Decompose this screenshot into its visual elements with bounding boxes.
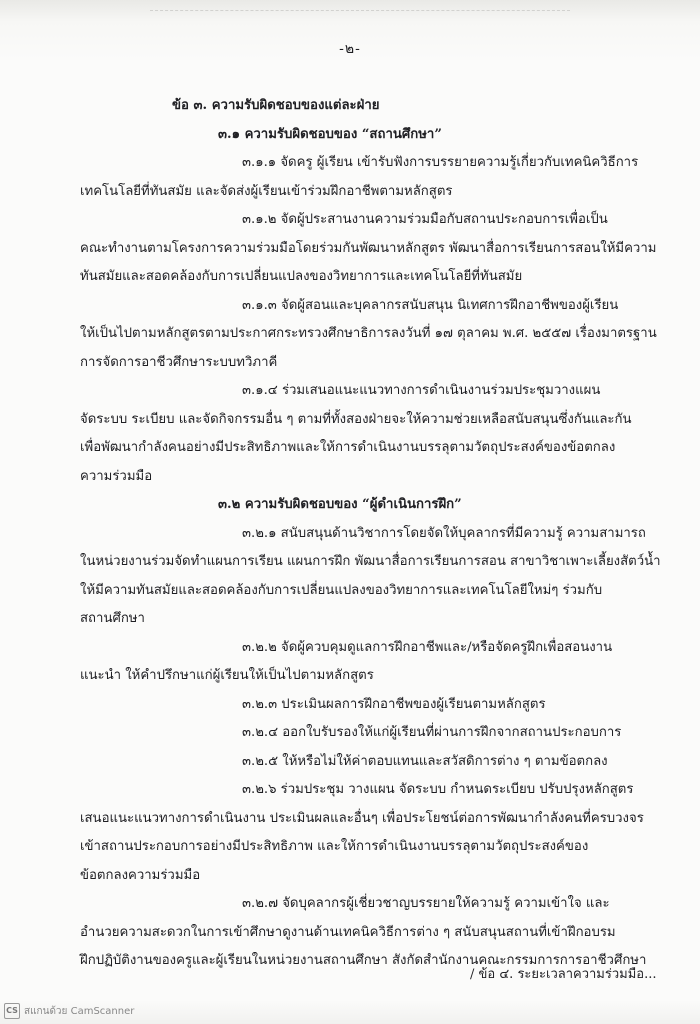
paragraph-line: จัดระบบ ระเบียบ และจัดกิจกรรมอื่น ๆ ตามที่ทั้งสองฝ่ายจะให้ความช่วยเหลือสนับสนุนซึ่งกันและกัน	[80, 411, 632, 427]
paragraph-line: ๓.๑.๑ จัดครู ผู้เรียน เข้ารับฟังการบรรยายความรู้เกี่ยวกับเทคนิควิธีการ	[242, 155, 639, 170]
paragraph-line: ๓.๒.๒ จัดผู้ควบคุมดูแลการฝึกอาชีพและ/หรือจัดครูฝึกเพื่อสอนงาน	[242, 639, 613, 655]
paragraph-line: อำนวยความสะดวกในการเข้าศึกษาดูงานด้านเทคนิควิธีการต่าง ๆ สนับสนุนสถานที่เข้าฝึกอบรม	[80, 924, 616, 940]
paragraph-line: ๓.๑.๔ ร่วมเสนอแนะแนวทางการดำเนินงานร่วมประชุมวางแผน	[242, 383, 601, 398]
paragraph-line: เสนอแนะแนวทางการดำเนินงาน ประเมินผลและอื่นๆ เพื่อประโยชน์ต่อการพัฒนากำลังคนที่ครบวงจร	[80, 810, 644, 826]
paragraph-line: ๓.๒.๕ ให้หรือไม่ให้ค่าตอบแทนและสวัสดิการต่าง ๆ ตามข้อตกลง	[242, 753, 608, 769]
paragraph-line: ฝึกปฏิบัติงานของครูและผู้เรียนในหน่วยงานสถานศึกษา สังกัดสำนักงานคณะกรรมการการอาชีวศึกษา	[80, 953, 647, 968]
sub-heading-trainer: ๓.๒ ความรับผิดชอบของ “ผู้ดำเนินการฝึก”	[218, 497, 462, 512]
page-number: -๒-	[339, 41, 361, 57]
paragraph-line: ๓.๒.๓ ประเมินผลการฝึกอาชีพของผู้เรียนตามหลักสูตร	[242, 696, 546, 712]
paragraph-line: ๓.๑.๓ จัดผู้สอนและบุคลากรสนับสนุน นิเทศการฝึกอาชีพของผู้เรียน	[242, 297, 619, 313]
paragraph-line: ๓.๒.๗ จัดบุคลากรผู้เชี่ยวชาญบรรยายให้ความรู้ ความเข้าใจ และ	[242, 896, 610, 911]
paragraph-line: ให้เป็นไปตามหลักสูตรตามประกาศกระทรวงศึกษาธิการลงวันที่ ๑๗ ตุลาคม พ.ศ. ๒๕๕๗ เรื่องมาตรฐาน	[80, 326, 657, 341]
camscanner-logo-icon: CS	[4, 1003, 20, 1019]
scanner-watermark	[4, 1003, 134, 1019]
paragraph-line: ๓.๒.๖ ร่วมประชุม วางแผน จัดระบบ กำหนดระเบียบ ปรับปรุงหลักสูตร	[242, 782, 634, 797]
paragraph-line: ให้มีความทันสมัยและสอดคล้องกับการเปลี่ยนแปลงของวิทยาการและเทคโนโลยีใหม่ๆ ร่วมกับ	[80, 582, 603, 598]
paragraph-line: เพื่อพัฒนากำลังคนอย่างมีประสิทธิภาพและให้การดำเนินงานบรรลุตามวัตถุประสงค์ของข้อตกลง	[80, 440, 616, 455]
paragraph-line: ทันสมัยและสอดคล้องกับการเปลี่ยนแปลงของวิทยาการและเทคโนโลยีที่ทันสมัย	[80, 269, 523, 284]
scan-edge	[150, 0, 570, 11]
paragraph-line: เทคโนโลยีที่ทันสมัย และจัดส่งผู้เรียนเข้าร่วมฝึกอาชีพตามหลักสูตร	[80, 183, 453, 199]
paragraph-line: ๓.๒.๔ ออกใบรับรองให้แก่ผู้เรียนที่ผ่านการฝึกจากสถานประกอบการ	[242, 725, 622, 740]
paragraph-line: เข้าสถานประกอบการอย่างมีประสิทธิภาพ และให้การดำเนินงานบรรลุตามวัตถุประสงค์ของ	[80, 839, 589, 854]
scanner-watermark-text: สแกนด้วย CamScanner	[24, 1005, 135, 1017]
paragraph-line: แนะนำ ให้คำปรึกษาแก่ผู้เรียนให้เป็นไปตามหลักสูตร	[80, 668, 374, 683]
paragraph-line: คณะทำงานตามโครงการความร่วมมือโดยร่วมกันพัฒนาหลักสูตร พัฒนาสื่อการเรียนการสอนให้มีความ	[80, 240, 657, 256]
next-page-reference: / ข้อ ๔. ระยะเวลาความร่วมมือ...	[470, 967, 657, 982]
paragraph-line: การจัดการอาชีวศึกษาระบบทวิภาคี	[80, 354, 278, 370]
paragraph-line: ข้อตกลงความร่วมมือ	[80, 867, 201, 883]
paragraph-line: สถานศึกษา	[80, 611, 145, 626]
paragraph-line: ๓.๒.๑ สนับสนุนด้านวิชาการโดยจัดให้บุคลากรที่มีความรู้ ความสามารถ	[242, 525, 646, 541]
paragraph-line: ๓.๑.๒ จัดผู้ประสานงานความร่วมมือกับสถานประกอบการเพื่อเป็น	[242, 212, 608, 227]
paragraph-line: ความร่วมมือ	[80, 468, 153, 484]
section-3	[80, 92, 661, 976]
sub-heading-school: ๓.๑ ความรับผิดชอบของ “สถานศึกษา”	[218, 126, 442, 142]
paragraph-line: ในหน่วยงานร่วมจัดทำแผนการเรียน แผนการฝึก พัฒนาสื่อการเรียนการสอน สาขาวิชาเพาะเลี้ยงสัตว์น้ำ	[80, 554, 661, 569]
section-title: ข้อ ๓. ความรับผิดชอบของแต่ละฝ่าย	[172, 98, 380, 113]
